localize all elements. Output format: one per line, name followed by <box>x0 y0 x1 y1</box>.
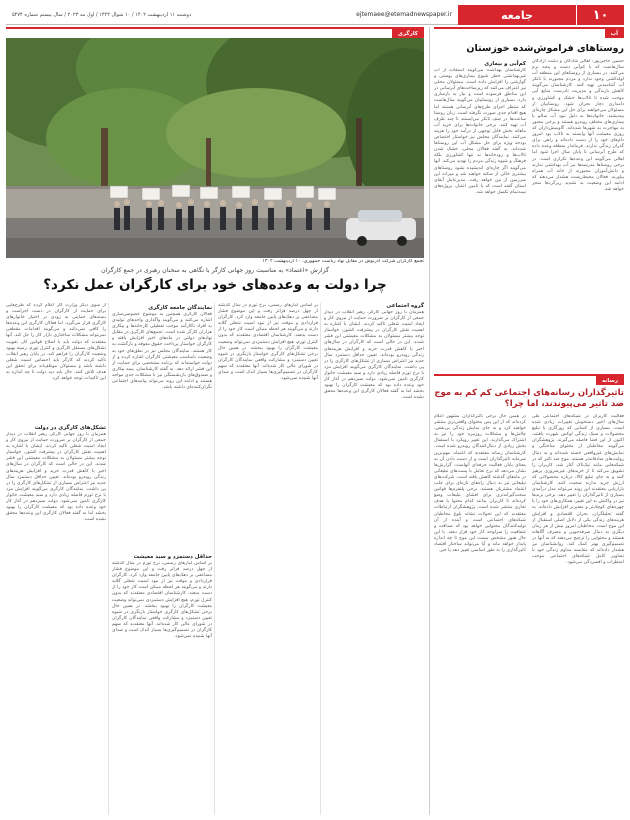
article-column <box>434 414 526 814</box>
article-column <box>218 303 318 815</box>
column-divider <box>429 27 430 815</box>
article-text: کارشناسان بهداشت می‌گویند استفاده از آب غیربهداشتی خطر شیوع بیماری‌های پوستی و گوارشی را افزایش داده است. مسئولان محلی نیز اعتراف می‌کنند که زیرساخت‌های آبرسانی در این مناطق فرسوده است و نیاز به بازسازی دارد. بسیاری از روستاییان می‌گویند سال‌هاست که منتظر اجرای طرح‌های آبرسانی هستند اما هیچ اقدام جدی صورت نگرفته است. زنان روستا ساعت‌ها در صف تانکر می‌ایستند تا چند ظرف آب تهیه کنند. برخی خانواده‌ها برای خرید آب ماهانه بخش قابل توجهی از درآمد خود را هزینه می‌کنند. نمایندگان مجلس نیز خواستار اختصاص بودجه ویژه برای حل مشکل آب این روستاها شده‌اند. به گفته فعالان محلی، خشک شدن تالاب‌ها و رودخانه‌ها نه تنها کشاورزی بلکه فرهنگ و شیوه زندگی مردم را تهدید می‌کند. آنها می‌گویند اگر چاره‌ای اندیشیده نشود روستاهای بیشتری خالی از سکنه خواهند شد و میراث این سرزمین از بین خواهد رفت. مدیرعامل آبفای استان گفته است که با تامین اعتبار، پروژه‌های نیمه‌تمام تکمیل خواهد شد. <box>434 68 526 195</box>
protest-photo <box>6 38 424 258</box>
article-tag: آب <box>605 29 624 38</box>
article-khuzestan <box>434 27 624 372</box>
kicker-bar <box>6 27 424 36</box>
article-text: از سوی دیگر وزارت کار اعلام کرده که طرح‌هایی برای حمایت از کارگران در دست اجراست و بسته‌های حمایتی به زودی در اختیار خانوارهای کارگری قرار می‌گیرد. اما فعالان کارگری این وعده‌ها را کافی نمی‌دانند و می‌گویند اقدامات مقطعی نمی‌تواند مشکلات ساختاری بازار کار را حل کند. آنها معتقدند که دولت باید با اصلاح قوانین کار، تقویت تشکل‌های مستقل کارگری و کنترل تورم، زمینه بهبود وضعیت کارگران را فراهم کند. در پایان رهبر انقلاب تاکید کردند که کارگر باید احساس امنیت شغلی داشته باشد و مسئولان موظف‌اند برای تحقق این هدف تلاش کنند. حال باید دید دولت تا چه اندازه به این تاکیدات توجه خواهد کرد. <box>6 303 106 382</box>
main-article-body <box>6 303 424 815</box>
column-divider <box>214 303 215 815</box>
article-text: در همین حال برخی تاثیرگذاران مشهور اعلام کرده‌اند که از این پس محتوای واقعی‌تری منتشر خواهند کرد و به جای نمایش زندگی بی‌نقص، چالش‌ها و مشکلات روزمره خود را نیز به اشتراک می‌گذارند. این تغییر رویکرد با استقبال بخش زیادی از دنبال‌کنندگان روبه‌رو شده است. کارشناسان رسانه معتقدند که اعتماد، مهم‌ترین سرمایه تاثیرگذاران است و از دست دادن آن به معنای پایان فعالیت حرفه‌ای آنهاست. گزارش‌ها نشان می‌دهد که نرخ تعامل با پست‌های تبلیغاتی در ماه‌های گذشته کاهش یافته است. شرکت‌های تبلیغاتی نیز به دنبال راه‌های تازه‌ای برای جلب اعتماد مشتریان هستند. برخی پلتفرم‌ها قوانین سخت‌گیرانه‌تری برای افشای تبلیغات وضع کرده‌اند تا کاربران بدانند کدام محتوا با هدف تجاری منتشر شده است. پژوهشگران ارتباطات معتقدند که این تحولات نشانه بلوغ مخاطبان شبکه‌های اجتماعی است و آینده از آن تولیدکنندگان محتوایی خواهد بود که صداقت و شفافیت را سرلوحه کار خود قرار دهند. با این حال هنوز مشخص نیست این موج تا چه اندازه پایدار خواهد ماند و آیا می‌تواند ساختار اقتصاد تاثیرگذاری را به طور اساسی تغییر دهد یا خیر. <box>434 414 526 554</box>
article-text: بر اساس آمارهای رسمی، نرخ تورم در سال گذشته از چهل درصد فراتر رفت و این موضوع فشار مضاعفی بر دهک‌های پایین جامعه وارد کرد. کارگران قراردادی و موقت نیز از نبود امنیت شغلی گلایه دارند و می‌گویند هر لحظه ممکن است کار خود را از دست بدهند. کارشناسان اقتصادی معتقدند که بدون کنترل تورم، هیچ افزایش دستمزدی نمی‌تواند وضعیت معیشت کارگران را بهبود ببخشد. در همین حال برخی تشکل‌های کارگری خواستار بازنگری در شیوه تعیین دستمزد و مشارکت واقعی نمایندگان کارگران در شورای عالی کار شده‌اند. آنها معتقدند که سهم کارگران در تصمیم‌گیری‌ها بسیار اندک است و صدای آنها شنیده نمی‌شود. <box>218 303 318 382</box>
article-column <box>434 59 526 371</box>
article-subheading: تشکل‌های کارگری در دولت <box>34 425 106 431</box>
article-column <box>532 59 624 371</box>
article-tag: کارگری <box>392 29 424 38</box>
article-column <box>532 414 624 814</box>
article-subheading: نمایندگان جامعه کارگری <box>148 305 212 311</box>
header-meta <box>6 5 458 25</box>
email-address[interactable]: ejtemaee@etemadnewspaper.ir <box>356 11 452 18</box>
photo-caption: تجمع کارگران شرکت آذرنوش در مقابل نهاد ریاست جمهوری، ۱۰ اردیبهشت ۱۴۰۲ <box>262 259 424 264</box>
main-headline: چرا دولت به وعده‌های خود برای کارگران عمل نکرد؟ <box>43 277 387 293</box>
article-subheading: حداقل دستمزد و سبد معیشت <box>133 554 212 560</box>
protest-photo-illustration <box>6 38 424 258</box>
article-subheading: کم‌آبی و بیماری <box>484 61 526 67</box>
article-column <box>6 303 106 815</box>
article-tag: رسانه <box>596 376 624 385</box>
article-author: گروه اجتماعی <box>386 303 424 309</box>
column-divider <box>320 303 321 815</box>
column-divider <box>108 303 109 815</box>
article-column <box>324 303 424 815</box>
article-deck: گزارش «اعتماد» به مناسبت روز جهانی کارگر با نگاهی به سخنان رهبری در جمع کارگران <box>101 267 329 274</box>
date-line: دوشنبه ۱۱ اردیبهشت ۱۴۰۲ / ۱۰ شوال ۱۴۴۴ / اول مه ۲۰۲۳ / سال بیستم شماره ۵۴۷۴ <box>12 11 192 18</box>
article-text: همزمان با روز جهانی کارگر، رهبر انقلاب در دیدار جمعی از کارگران بر ضرورت حمایت از نیروی کار و ایجاد امنیت شغلی تاکید کردند. ایشان با اشاره به اهمیت نقش کارگران در پیشرفت کشور، خواستار توجه بیشتر مسئولان به مشکلات معیشتی این قشر شدند. این در حالی است که کارگران در سال‌های اخیر با کاهش قدرت خرید و افزایش هزینه‌های زندگی روبه‌رو بوده‌اند. تعیین حداقل دستمزد سال جدید نیز اعتراض بسیاری از تشکل‌های کارگری را در پی داشت. نمایندگان کارگری می‌گویند افزایش مزد با نرخ تورم فاصله زیادی دارد و سبد معیشت خانوار کارگری تامین نمی‌شود. دولت سیزدهم در آغاز کار خود وعده داده بود که معیشت کارگران را بهبود بخشد اما به گفته فعالان کارگری این وعده‌ها محقق نشده است. <box>6 432 106 523</box>
article-text: بر اساس آمارهای رسمی، نرخ تورم در سال گذشته از چهل درصد فراتر رفت و این موضوع فشار مضاعفی بر دهک‌های پایین جامعه وارد کرد. کارگران قراردادی و موقت نیز از نبود امنیت شغلی گلایه دارند و می‌گویند هر لحظه ممکن است کار خود را از دست بدهند. کارشناسان اقتصادی معتقدند که بدون کنترل تورم، هیچ افزایش دستمزدی نمی‌تواند وضعیت معیشت کارگران را بهبود ببخشد. در همین حال برخی تشکل‌های کارگری خواستار بازنگری در شیوه تعیین دستمزد و مشارکت واقعی نمایندگان کارگران در شورای عالی کار شده‌اند. آنها معتقدند که سهم کارگران در تصمیم‌گیری‌ها بسیار اندک است و صدای آنها شنیده نمی‌شود. <box>112 561 212 640</box>
article-influencers <box>434 374 624 815</box>
article-text: فعالان کارگری همچنین به موضوع خصوصی‌سازی اشاره می‌کنند و می‌گویند واگذاری واحدهای تولیدی به افراد ناکارآمد موجب تعطیلی کارخانه‌ها و بیکاری هزاران کارگر شده است. تجمع‌های کارگری در مقابل نهادهای دولتی در ماه‌های اخیر افزایش یافته و کارگران خواستار پرداخت حقوق معوقه و بازگشت به کار هستند. نمایندگان مجلس نیز در نطق‌های خود به وضعیت نامناسب معیشتی کارگران اشاره کرده و از دولت خواسته‌اند که برنامه مشخصی برای حمایت از این قشر ارائه دهد. به گفته کارشناسان، بیمه بیکاری و صندوق‌های بازنشستگی نیز با مشکلات جدی مواجه هستند و ادامه این روند می‌تواند پیامدهای اجتماعی نگران‌کننده‌ای داشته باشد. <box>112 312 212 391</box>
main-article <box>6 27 424 815</box>
right-column <box>434 27 624 815</box>
page-header <box>6 5 624 25</box>
article-column <box>112 303 212 815</box>
section-title: جامعه <box>458 5 576 25</box>
article-text: فعالیت کاربران در شبکه‌های اجتماعی طی سال‌های اخیر دستخوش تغییرات زیادی شده است. بسیاری از کسانی که روزگاری با تبلیغ محصولات و سبک زندگی لوکس شهرت یافتند، اکنون از این فضا فاصله می‌گیرند. پژوهشگران می‌گویند مخاطبان از محتوای ساختگی و نمایش‌های غیرواقعی خسته شده‌اند و به دنبال روایت‌های صادقانه‌تر هستند. موج ضد تاثیر که در شبکه‌هایی مانند تیک‌تاک آغاز شد، کاربران را تشویق می‌کند تا از خریدهای غیرضروری پرهیز کنند و به جای تبلیغ کالا، درباره محصولاتی که ارزش خرید ندارند صحبت کنند. کارشناسان بازاریابی معتقدند این روند می‌تواند مدل درآمدی بسیاری از تاثیرگذاران را تغییر دهد. برخی برندها نیز در واکنش به این تغییر، همکاری‌های خود را با چهره‌های کوچک‌تر و معتبرتر افزایش داده‌اند. به گفته تحلیلگران، بحران اقتصادی و افزایش هزینه‌های زندگی یکی از دلایل اصلی استقبال از این موج است. مخاطبان امروز بیش از هر زمان دیگری به دنبال صرفه‌جویی و مصرف آگاهانه هستند و محتوایی را ترجیح می‌دهند که به آنها در تصمیم‌گیری بهتر کمک کند. روانشناسان نیز هشدار داده‌اند که مقایسه مداوم زندگی خود با تصاویر کامل شبکه‌های اجتماعی موجب اضطراب و افسردگی می‌شود. <box>532 414 624 566</box>
page-body <box>6 27 624 815</box>
article-body <box>434 414 624 814</box>
article-headline: تاثیرگذاران رسانه‌های اجتماعی کم کم به موج ضد تاثیر می‌پیوندند، اما چرا؟ <box>434 388 624 409</box>
article-headline: روستاهای فراموش‌شده خوزستان <box>466 43 624 54</box>
article-body <box>434 59 624 371</box>
page-number: ۱۰ <box>576 5 624 25</box>
article-text: همزمان با روز جهانی کارگر، رهبر انقلاب در دیدار جمعی از کارگران بر ضرورت حمایت از نیروی کار و ایجاد امنیت شغلی تاکید کردند. ایشان با اشاره به اهمیت نقش کارگران در پیشرفت کشور، خواستار توجه بیشتر مسئولان به مشکلات معیشتی این قشر شدند. این در حالی است که کارگران در سال‌های اخیر با کاهش قدرت خرید و افزایش هزینه‌های زندگی روبه‌رو بوده‌اند. تعیین حداقل دستمزد سال جدید نیز اعتراض بسیاری از تشکل‌های کارگری را در پی داشت. نمایندگان کارگری می‌گویند افزایش مزد با نرخ تورم فاصله زیادی دارد و سبد معیشت خانوار کارگری تامین نمی‌شود. دولت سیزدهم در آغاز کار خود وعده داده بود که معیشت کارگران را بهبود بخشد اما به گفته فعالان کارگری این وعده‌ها محقق نشده است. <box>324 310 424 401</box>
article-text: حسین حاجی‌پور: اهالی شادگان و دشت آزادگان سال‌هاست که با کم‌آبی دست و پنجه نرم می‌کنند. در بسیاری از روستاهای این منطقه آب لوله‌کشی وجود ندارد و مردم مجبورند با تانکر آب آشامیدنی تهیه کنند. کارشناسان می‌گویند کاهش بارندگی و مدیریت نادرست منابع آبی موجب شده تا تالاب‌ها خشک و کشاورزی و دامداری دچار بحران شود. روستاییان از مسئولان می‌خواهند برای حل این مشکل چاره‌ای بیندیشند. خانواده‌ها به دلیل نبود آب سالم با بیماری‌های مختلف روبه‌رو هستند و برخی مجبور به مهاجرت به شهرها شده‌اند. گاومیش‌داران که روزی معیشت آنها وابسته به تالاب بود امروز دام‌های خود را از دست داده‌اند و راهی برای گذران زندگی ندارند. فرماندار منطقه وعده داده که طرح آبرسانی تا پایان سال اجرا شود اما اهالی می‌گویند این وعده‌ها تکراری است. در برخی روستاها مدرسه‌ها نیز آب بهداشتی ندارند و دانش‌آموزان مجبورند از خانه آب همراه بیاورند. فعالان محیط‌زیست هشدار می‌دهند که ادامه این وضعیت به تشدید ریزگردها منجر خواهد شد. <box>532 59 624 192</box>
